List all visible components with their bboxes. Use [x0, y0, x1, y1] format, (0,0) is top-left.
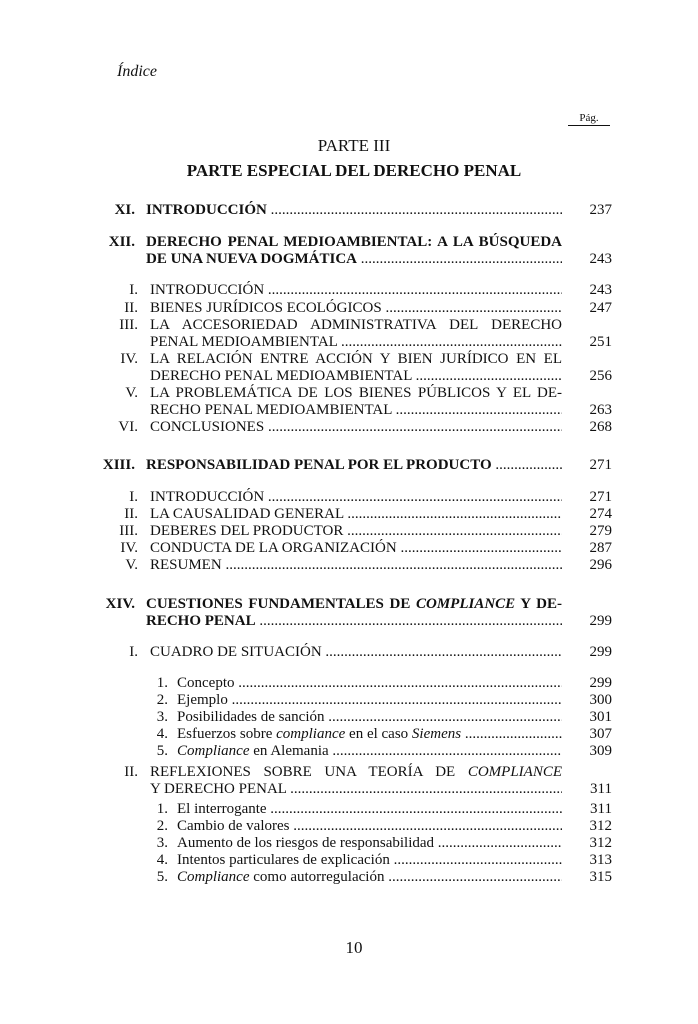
section-number: I. — [129, 282, 138, 298]
toc-section-row[interactable] — [0, 418, 698, 436]
section-title-line: LA PROBLEMÁTICA DE LOS BIENES PÚBLICOS Y EL DE- — [150, 385, 562, 401]
title-text: CUESTIONES FUNDAMENTALES DE — [146, 596, 416, 612]
subsection-title — [177, 725, 562, 743]
toc-section-row[interactable] — [0, 539, 698, 557]
page-number: 307 — [589, 726, 612, 742]
section-title-line: DERECHO PENAL MEDIOAMBIENTAL ..... — [150, 367, 562, 385]
toc-section-row[interactable] — [0, 299, 698, 317]
page-number: 256 — [589, 368, 612, 384]
subsection-number: 3. — [156, 835, 168, 851]
running-header: Índice — [117, 63, 157, 80]
subsection-number: 3. — [156, 709, 168, 725]
section-number: VI. — [118, 419, 138, 435]
page-number: 263 — [589, 402, 612, 418]
toc-subsection-row[interactable] — [0, 691, 698, 709]
section-title: CONCLUSIONES ..... — [150, 418, 562, 436]
section-title-line: LA ACCESORIEDAD ADMINISTRATIVA DEL DERECHO — [150, 317, 562, 333]
subsection-number: 5. — [156, 743, 168, 759]
chapter-number: XIV. — [105, 596, 135, 612]
subsection-title: Cambio de valores ..... — [177, 817, 562, 835]
page-number: 315 — [589, 869, 612, 885]
subsection-title: Posibilidades de sanción ..... — [177, 708, 562, 726]
subsection-number: 2. — [156, 692, 168, 708]
title-italic-term: Compliance — [177, 743, 250, 759]
toc-chapter-row-continued[interactable] — [0, 250, 698, 268]
page-number: 312 — [589, 835, 612, 851]
toc-section-row[interactable] — [0, 505, 698, 523]
toc-subsection-row[interactable] — [0, 674, 698, 692]
section-number: II. — [124, 300, 138, 316]
subsection-number: 4. — [156, 726, 168, 742]
subsection-number: 5. — [156, 869, 168, 885]
toc-subsection-row[interactable] — [0, 817, 698, 835]
section-title: LA CAUSALIDAD GENERAL ..... — [150, 505, 562, 523]
toc-section-row[interactable] — [0, 522, 698, 540]
section-title: RESUMEN ..... — [150, 556, 562, 574]
subsection-title — [177, 868, 562, 886]
title-italic-term: COMPLIANCE — [467, 764, 562, 780]
page-number: 311 — [590, 801, 612, 817]
section-number: III. — [119, 523, 138, 539]
toc-section-row[interactable] — [0, 643, 698, 661]
subsection-title — [177, 742, 562, 760]
section-number: IV. — [120, 540, 138, 556]
section-title-line: LA RELACIÓN ENTRE ACCIÓN Y BIEN JURÍDICO EN EL — [150, 351, 562, 367]
page-number: 296 — [589, 557, 612, 573]
toc-section-row-continued[interactable] — [0, 780, 698, 798]
section-title: DEBERES DEL PRODUCTOR ..... — [150, 522, 562, 540]
section-title: CUADRO DE SITUACIÓN ..... — [150, 643, 562, 661]
part-number: PARTE III — [317, 136, 391, 155]
toc-subsection-row[interactable] — [0, 851, 698, 869]
toc-section-row[interactable] — [0, 281, 698, 299]
subsection-number: 2. — [156, 818, 168, 834]
chapter-number: XII. — [108, 234, 135, 250]
page-number: 299 — [589, 613, 612, 629]
page-number: 271 — [589, 457, 612, 473]
page-number: 300 — [589, 692, 612, 708]
page-number: 274 — [589, 506, 612, 522]
section-number: II. — [124, 764, 138, 780]
toc-section-row[interactable] — [0, 316, 698, 334]
subsection-number: 1. — [156, 801, 168, 817]
section-title: INTRODUCCIÓN ..... — [150, 281, 562, 299]
toc-subsection-row[interactable] — [0, 800, 698, 818]
section-title: CONDUCTA DE LA ORGANIZACIÓN ..... — [150, 539, 562, 557]
page-number: 279 — [589, 523, 612, 539]
section-title: INTRODUCCIÓN ..... — [150, 488, 562, 506]
page-number: 268 — [589, 419, 612, 435]
title-italic-term: compliance — [276, 726, 346, 742]
toc-section-row[interactable] — [0, 350, 698, 368]
page-number: 309 — [589, 743, 612, 759]
toc-chapter-row[interactable] — [0, 233, 698, 251]
toc-section-row-continued[interactable] — [0, 333, 698, 351]
part-title: PARTE ESPECIAL DEL DERECHO PENAL — [186, 161, 522, 180]
toc-section-row[interactable] — [0, 488, 698, 506]
page-number: 243 — [589, 251, 612, 267]
section-number: IV. — [120, 351, 138, 367]
page-number: 251 — [589, 334, 612, 350]
title-italic-term: Compliance — [177, 869, 250, 885]
toc-section-row-continued[interactable] — [0, 401, 698, 419]
page-number: 243 — [589, 282, 612, 298]
chapter-title-line: DERECHO PENAL MEDIOAMBIENTAL: A LA BÚSQUEDA — [146, 234, 562, 250]
title-italic-term: Siemens — [411, 726, 462, 742]
section-title-line: RECHO PENAL MEDIOAMBIENTAL ..... — [150, 401, 562, 419]
subsection-title: El interrogante ..... — [177, 800, 562, 818]
subsection-number: 1. — [156, 675, 168, 691]
chapter-title-line: DE UNA NUEVA DOGMÁTICA ..... — [146, 250, 562, 268]
toc-chapter-row-continued[interactable] — [0, 612, 698, 630]
section-title: BIENES JURÍDICOS ECOLÓGICOS ..... — [150, 299, 562, 317]
toc-subsection-row[interactable] — [0, 834, 698, 852]
section-title-line — [150, 763, 562, 781]
page-number: 299 — [589, 675, 612, 691]
subsection-title: Intentos particulares de explicación ..... — [177, 851, 562, 869]
page-number: 247 — [589, 300, 612, 316]
toc-section-row-continued[interactable] — [0, 367, 698, 385]
subsection-number: 4. — [156, 852, 168, 868]
title-text: Esfuerzos sobre — [177, 726, 277, 742]
subsection-title: Concepto ..... — [177, 674, 562, 692]
page-column-label: Pág. — [568, 112, 610, 126]
section-number: II. — [124, 506, 138, 522]
page-number: 299 — [589, 644, 612, 660]
page-footer-number: 10 — [345, 938, 363, 957]
toc-subsection-row[interactable] — [0, 868, 698, 886]
section-number: III. — [119, 317, 138, 333]
toc-section-row[interactable] — [0, 763, 698, 781]
page-number: 311 — [590, 781, 612, 797]
chapter-number: XIII. — [102, 457, 135, 473]
toc-subsection-row[interactable] — [0, 725, 698, 743]
toc-section-row[interactable] — [0, 556, 698, 574]
section-title-line: Y DERECHO PENAL ..... — [150, 780, 562, 798]
page-number: 312 — [589, 818, 612, 834]
section-number: I. — [129, 644, 138, 660]
toc-chapter-row[interactable] — [0, 456, 698, 474]
subsection-title: Aumento de los riesgos de responsabilidad ..... — [177, 834, 562, 852]
chapter-number: XI. — [114, 202, 135, 218]
page-number: 313 — [589, 852, 612, 868]
page-number: 237 — [589, 202, 612, 218]
chapter-title-line — [146, 595, 562, 613]
section-number: I. — [129, 489, 138, 505]
toc-section-row[interactable] — [0, 384, 698, 402]
section-number: V. — [125, 557, 138, 573]
subsection-title: Ejemplo ..... — [177, 691, 562, 709]
chapter-title-line: RECHO PENAL ..... — [146, 612, 562, 630]
title-text: REFLEXIONES SOBRE UNA TEORÍA DE — [150, 764, 468, 780]
chapter-title: INTRODUCCIÓN ..... — [146, 201, 562, 219]
toc-subsection-row[interactable] — [0, 708, 698, 726]
toc-subsection-row[interactable] — [0, 742, 698, 760]
toc-chapter-row[interactable] — [0, 595, 698, 613]
page-number: 271 — [589, 489, 612, 505]
title-text: en Alemania — [249, 743, 329, 759]
section-title-line: PENAL MEDIOAMBIENTAL ..... — [150, 333, 562, 351]
toc-chapter-row[interactable] — [0, 201, 698, 219]
section-number: V. — [125, 385, 138, 401]
chapter-title: RESPONSABILIDAD PENAL POR EL PRODUCTO ..... — [146, 456, 562, 474]
title-text: Y DE- — [515, 596, 562, 612]
title-italic-term: COMPLIANCE — [416, 596, 516, 612]
page-number: 287 — [589, 540, 612, 556]
title-text: en el caso — [345, 726, 412, 742]
title-text: como autorregulación — [249, 869, 385, 885]
page-number: 301 — [589, 709, 612, 725]
